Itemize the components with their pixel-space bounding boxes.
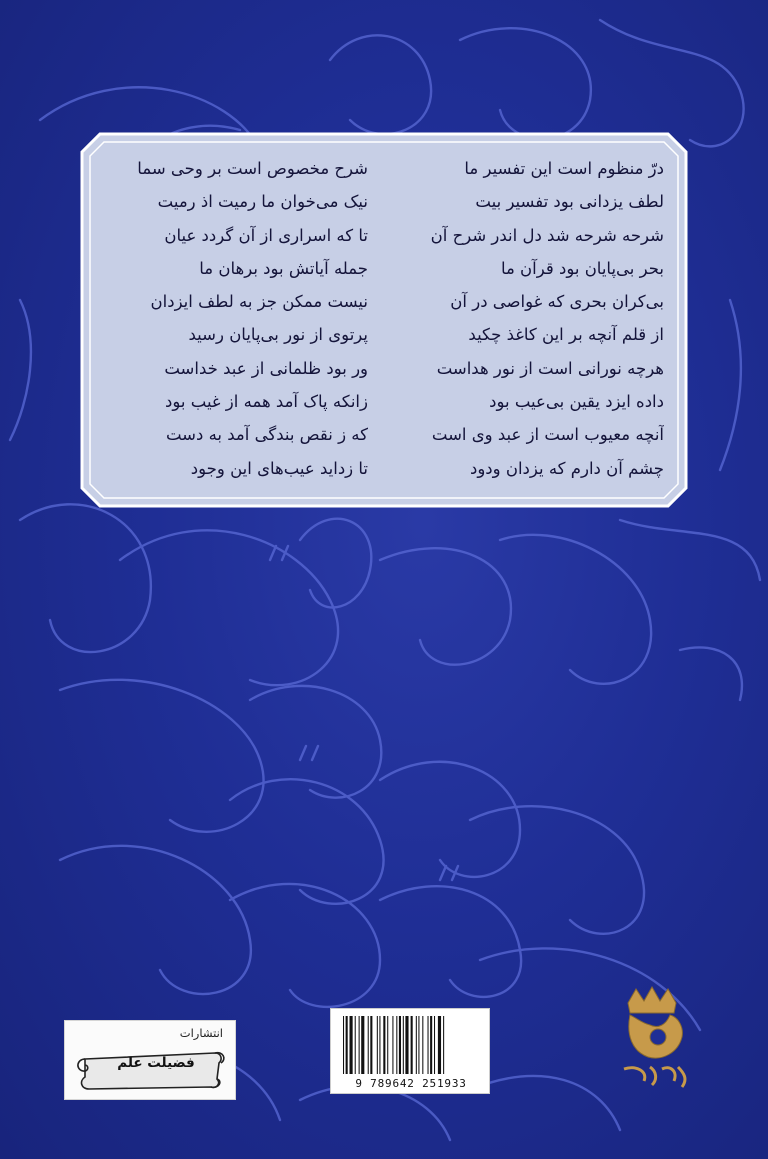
verse-line: داده ایزد یقین بی‌عیب بود [489,392,664,412]
barcode-bar [392,1016,393,1074]
poem-right-column [402,152,664,485]
barcode-bar [399,1016,401,1074]
crown-lion-emblem-icon [618,985,696,1095]
barcode-bar [428,1016,429,1074]
verse-line: شرحه شرحه شد دل اندر شرح آن [430,225,664,245]
barcode-bar [359,1016,360,1074]
publisher-label: انتشارات [179,1026,223,1040]
verse-line: از قلم آنچه بر این کاغذ چکید [468,325,664,345]
verse-line: تا زداید عیب‌های این وجود [190,458,368,478]
verse-line: جمله آیاتش بود برهان ما [199,258,368,278]
verse-line: نیست ممکن جز به لطف ایزدان [150,292,368,312]
verse-line: درّ منظوم است این تفسیر ما [464,159,664,178]
barcode-bars [341,1016,479,1076]
barcode-bar [396,1016,397,1074]
isbn-number: 9 789642 251933 [355,1077,467,1090]
verse-line: بی‌کران بحری که غواصی در آن [450,292,664,312]
barcode-bar [346,1016,348,1074]
verse-line: ور بود ظلمانی از عبد خداست [164,358,368,378]
barcode-bar [370,1016,372,1074]
barcode-bar [379,1016,380,1074]
barcode-bar [416,1016,417,1074]
barcode-bar [430,1016,432,1074]
barcode-bar [368,1016,369,1074]
verse-line: تا که اسراری از آن گردد عیان [164,225,368,245]
poem-left-column [106,152,368,485]
verse-line: شرح مخصوص است بر وحی سما [137,159,368,178]
barcode-bar [434,1016,435,1074]
barcode-bar [422,1016,423,1074]
publisher-box [64,1020,236,1100]
verse-line: نیک می‌خوان ما رمیت اذ رمیت [157,192,368,212]
barcode-bar [350,1016,353,1074]
publisher-name: فضیلت علم [117,1055,195,1071]
poem-panel [78,130,690,510]
barcode-bar [377,1016,378,1074]
verse-line: زانکه پاک آمد همه از غیب بود [165,392,368,412]
verse-line: پرتوی از نور بی‌پایان رسید [188,325,368,345]
barcode-bar [383,1016,385,1074]
barcode-bar [405,1016,408,1074]
barcode-bar [387,1016,388,1074]
barcode-bar [418,1016,419,1074]
barcode-bar [403,1016,404,1074]
barcode-bar [343,1016,344,1074]
barcode-bar [438,1016,441,1074]
verse-line: لطف یزدانی بود تفسیر بیت [475,192,664,212]
verse-line: آنچه معیوب است از عبد وی است [431,425,664,445]
verse-line: چشم آن دارم که یزدان ودود [469,458,664,478]
barcode-bar [361,1016,364,1074]
verse-line: هرچه نورانی است از نور هداست [436,358,664,378]
isbn-barcode [330,1008,490,1094]
verse-line: که ز نقص بندگی آمد به دست [165,425,368,445]
barcode-bar [411,1016,413,1074]
verse-line: بحر بی‌پایان بود قرآن ما [500,258,664,278]
barcode-bar [355,1016,356,1074]
barcode-bar [443,1016,444,1074]
